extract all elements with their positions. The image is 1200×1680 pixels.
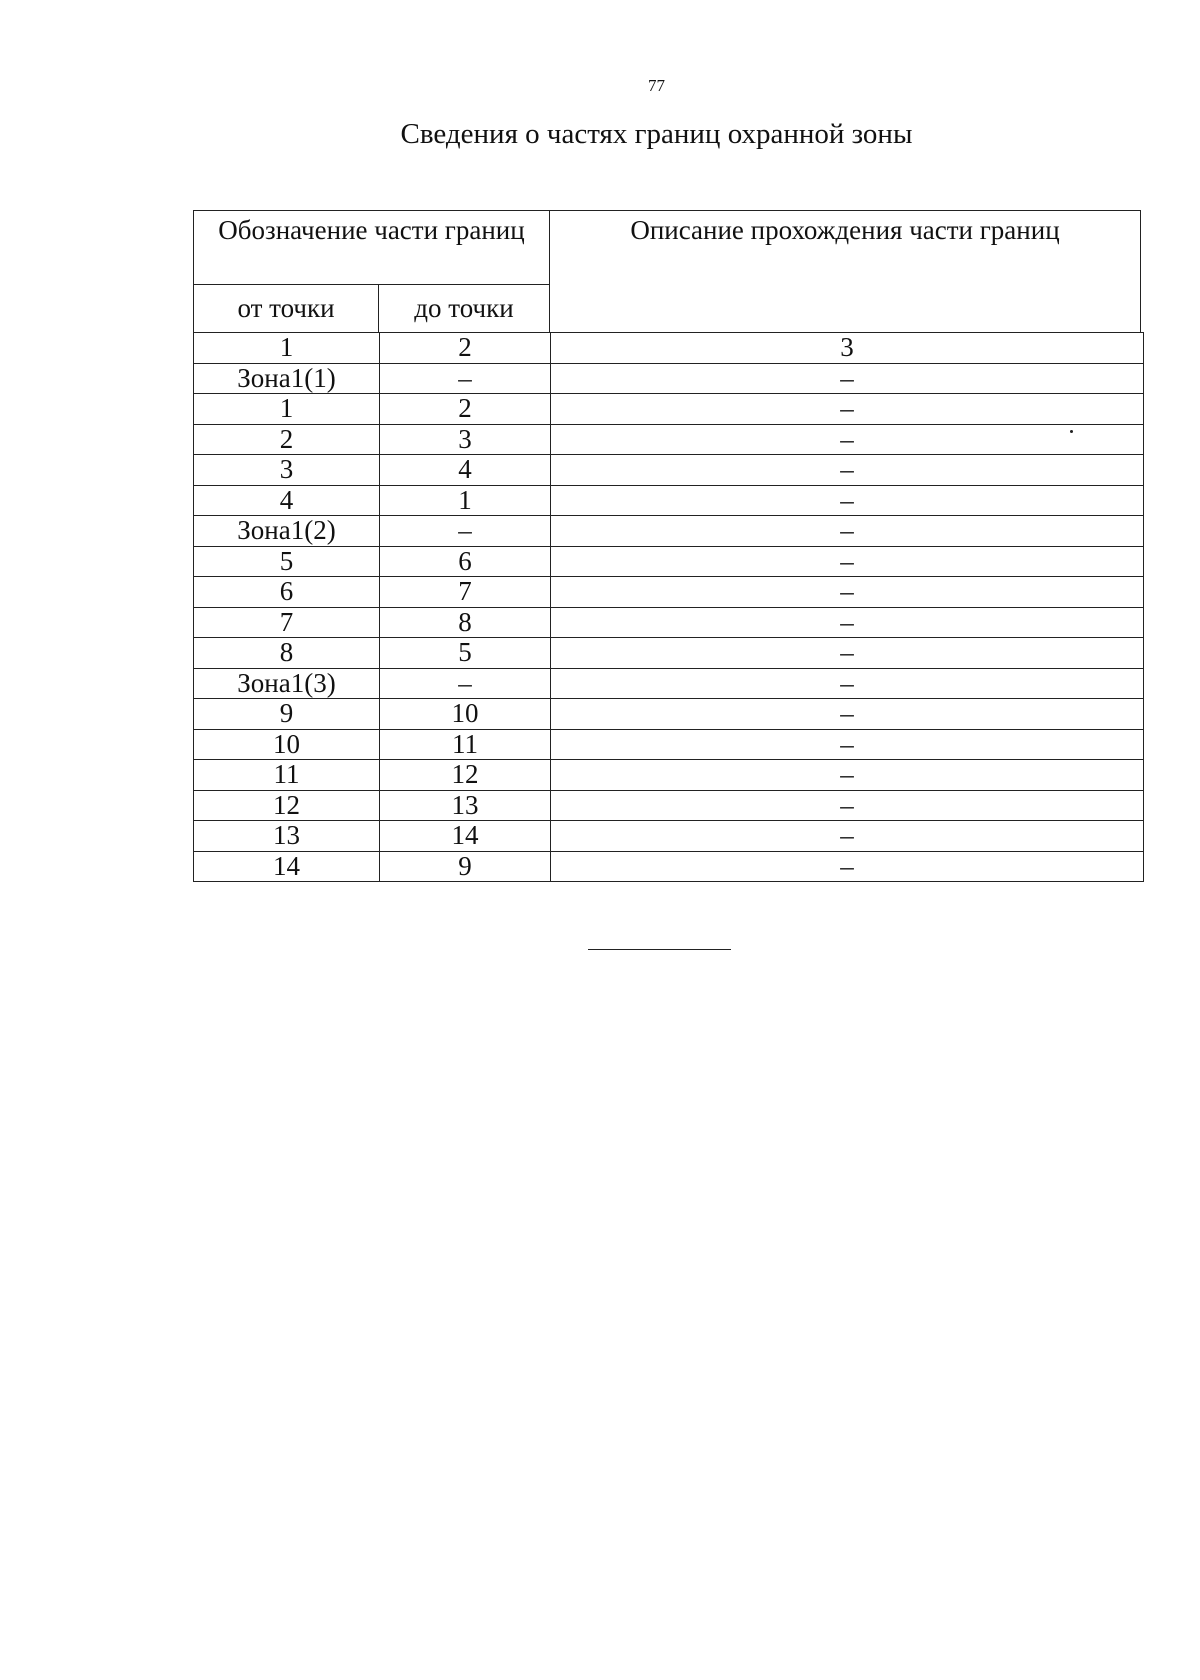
table-body — [194, 333, 1144, 882]
page-title: Сведения о частях границ охранной зоны — [400, 118, 913, 150]
cell-from-point: 3 — [194, 455, 380, 486]
cell-from-point: 13 — [194, 821, 380, 852]
table-row — [194, 363, 1144, 394]
table-row — [194, 790, 1144, 821]
cell-to-point: 4 — [380, 455, 551, 486]
cell-from-point: 12 — [194, 790, 380, 821]
cell-to-point: 14 — [380, 821, 551, 852]
cell-from-point: Зона1(1) — [194, 363, 380, 394]
table-row — [194, 760, 1144, 791]
cell-from-point: 1 — [194, 394, 380, 425]
cell-description: – — [551, 790, 1144, 821]
cell-description: – — [551, 851, 1144, 882]
cell-description: – — [551, 821, 1144, 852]
cell-description: – — [551, 516, 1144, 547]
cell-to-point: 12 — [380, 760, 551, 791]
cell-from-point: 10 — [194, 729, 380, 760]
cell-from-point: 7 — [194, 607, 380, 638]
cell-from-point: 11 — [194, 760, 380, 791]
table-row — [194, 485, 1144, 516]
cell-from-point: 6 — [194, 577, 380, 608]
scan-speck — [1070, 430, 1073, 433]
end-rule — [588, 949, 731, 950]
cell-description: – — [551, 607, 1144, 638]
cell-description: – — [551, 699, 1144, 730]
cell-to-point: 5 — [380, 638, 551, 669]
table-row — [194, 424, 1144, 455]
table-header — [193, 210, 1141, 333]
cell-to-point: 8 — [380, 607, 551, 638]
table-row — [194, 455, 1144, 486]
cell-description: – — [551, 668, 1144, 699]
cell-description: – — [551, 485, 1144, 516]
table-row — [194, 516, 1144, 547]
cell-from-point: Зона1(3) — [194, 668, 380, 699]
cell-to-point: 10 — [380, 699, 551, 730]
cell-description: 3 — [551, 333, 1144, 364]
cell-from-point: 14 — [194, 851, 380, 882]
cell-from-point: 1 — [194, 333, 380, 364]
table-row — [194, 821, 1144, 852]
table-row — [194, 394, 1144, 425]
cell-to-point: 1 — [380, 485, 551, 516]
cell-from-point: 5 — [194, 546, 380, 577]
table-row — [194, 577, 1144, 608]
cell-description: – — [551, 638, 1144, 669]
cell-to-point: 3 — [380, 424, 551, 455]
table-row — [194, 699, 1144, 730]
cell-description: – — [551, 363, 1144, 394]
boundary-parts-table — [193, 332, 1144, 882]
table-row — [194, 729, 1144, 760]
cell-to-point: – — [380, 516, 551, 547]
cell-from-point: 2 — [194, 424, 380, 455]
header-to-point: до точки — [379, 285, 550, 333]
cell-to-point: 13 — [380, 790, 551, 821]
cell-description: – — [551, 729, 1144, 760]
table-row — [194, 546, 1144, 577]
header-description: Описание прохождения части границ — [550, 211, 1141, 333]
page-number: 77 — [648, 76, 665, 95]
header-boundary-designation: Обозначение части границ — [194, 211, 550, 285]
cell-to-point: 9 — [380, 851, 551, 882]
cell-description: – — [551, 455, 1144, 486]
cell-description: – — [551, 546, 1144, 577]
cell-to-point: 11 — [380, 729, 551, 760]
table-row — [194, 333, 1144, 364]
cell-to-point: 6 — [380, 546, 551, 577]
table-row — [194, 607, 1144, 638]
cell-to-point: – — [380, 363, 551, 394]
cell-to-point: 2 — [380, 333, 551, 364]
cell-from-point: 8 — [194, 638, 380, 669]
table-row — [194, 851, 1144, 882]
cell-from-point: 4 — [194, 485, 380, 516]
cell-to-point: 7 — [380, 577, 551, 608]
cell-from-point: Зона1(2) — [194, 516, 380, 547]
cell-from-point: 9 — [194, 699, 380, 730]
cell-description: – — [551, 424, 1144, 455]
cell-description: – — [551, 760, 1144, 791]
table-row — [194, 668, 1144, 699]
header-from-point: от точки — [194, 285, 379, 333]
table-row — [194, 638, 1144, 669]
cell-to-point: – — [380, 668, 551, 699]
cell-to-point: 2 — [380, 394, 551, 425]
cell-description: – — [551, 394, 1144, 425]
cell-description: – — [551, 577, 1144, 608]
